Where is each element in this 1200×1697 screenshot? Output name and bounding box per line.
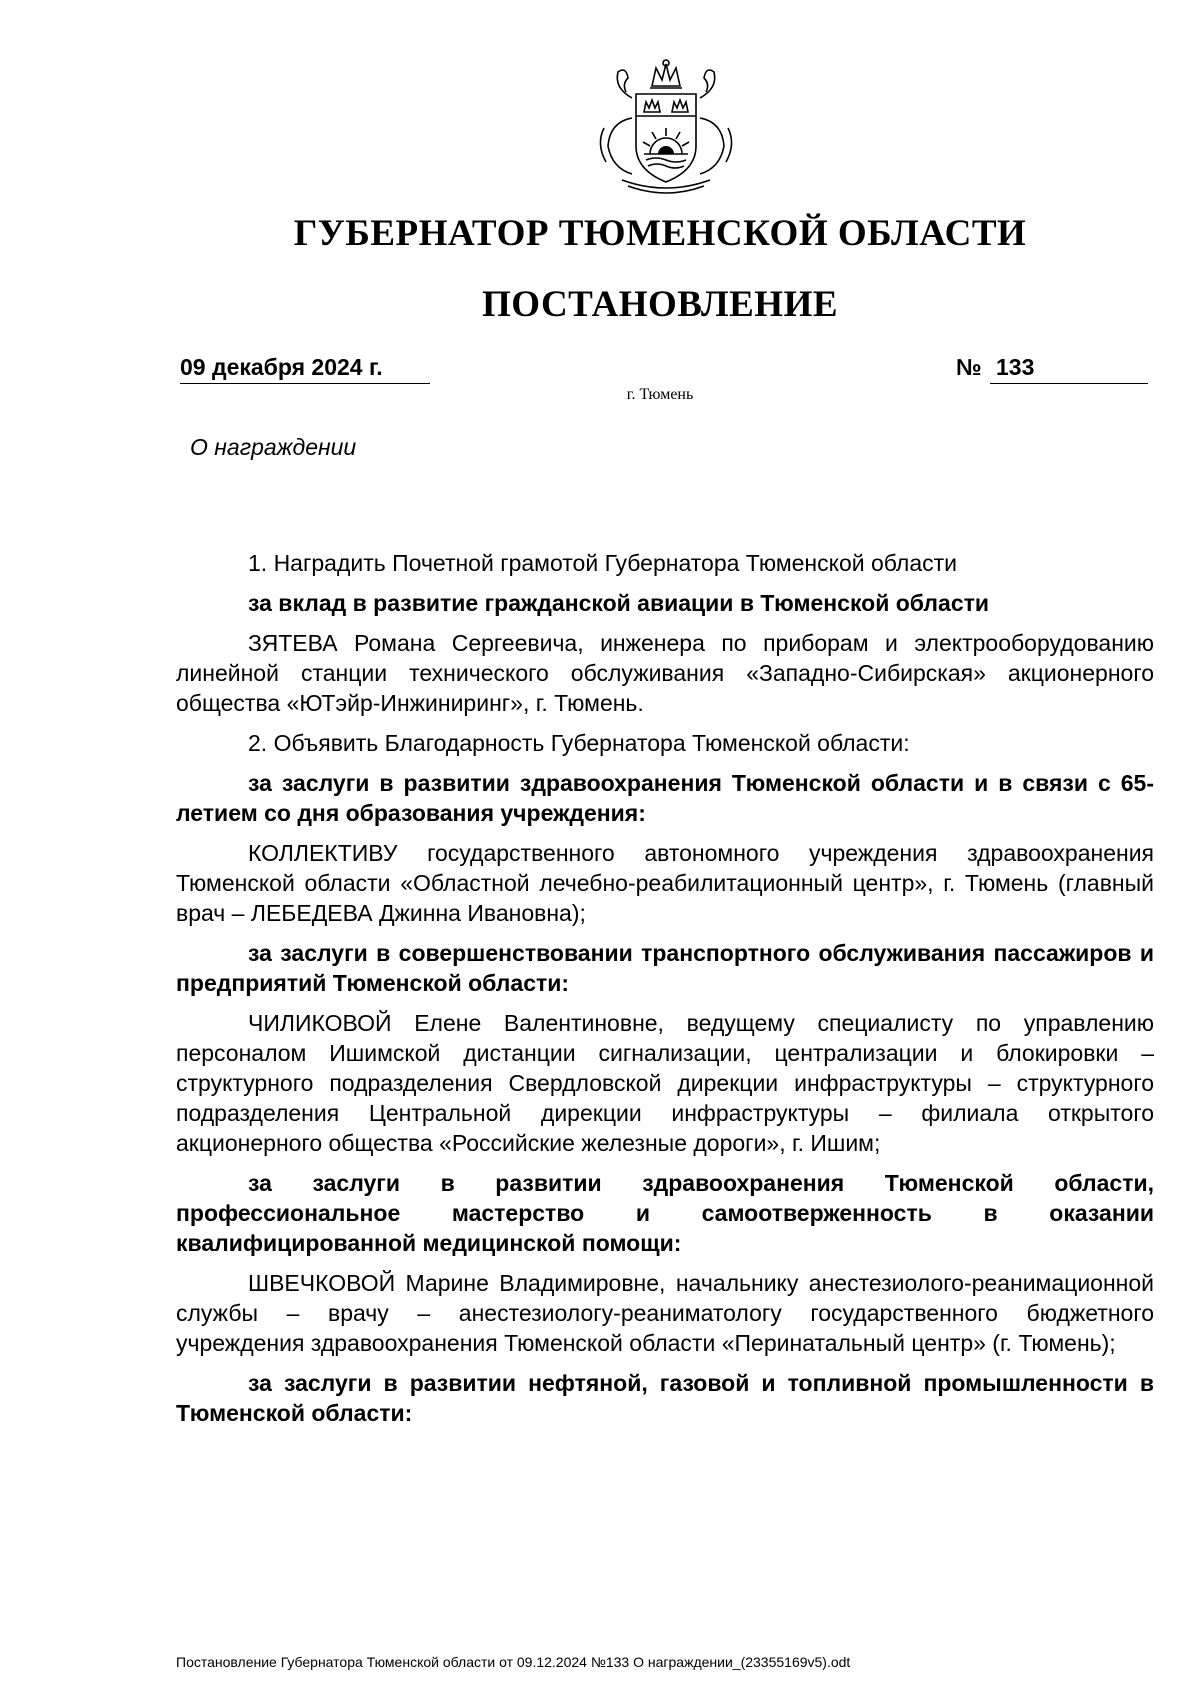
paragraph-award-1-reason: за вклад в развитие гражданской авиации в Тюменской области [248,590,990,616]
paragraph-award-2-reason-healthcare: за заслуги в развитии здравоохранения Тюменской области и в связи с 65-летием со дня образования учреждения: [176,770,1154,826]
document-city: г. Тюмень [626,386,694,403]
paragraph-recipient-chilikova: ЧИЛИКОВОЙ Елене Валентиновне, ведущему специалисту по управлению персоналом Ишимской дистанции сигнализации, централизации и блокировки – структурного подразделения Свердловской дирекции инфраструктуры – структурного подразделения Центральной дирекции инфраструктуры – филиала открытого акционерного общества «Российские железные дороги», г. Ишим; [176,1010,1154,1156]
coat-of-arms-emblem-icon [592,58,740,196]
paragraph-award-2: 2. Объявить Благодарность Губернатора Тюменской области: [248,730,910,756]
paragraph-reason-transport: за заслуги в совершенствовании транспортного обслуживания пассажиров и предприятий Тюменской области: [176,940,1154,996]
paragraph-recipient-shvechkova: ШВЕЧКОВОЙ Марине Владимировне, начальнику анестезиолого-реанимационной службы – врачу – анестезиологу-реаниматологу государственного бюджетного учреждения здравоохранения Тюменской области «Перинатальный центр» (г. Тюмень); [176,1270,1154,1356]
paragraph-award-1: 1. Наградить Почетной грамотой Губернатора Тюменской области [248,550,958,576]
document-body [176,548,1154,1428]
paragraph-reason-oil-gas: за заслуги в развитии нефтяной, газовой и топливной промышленности в Тюменской области: [176,1370,1154,1426]
paragraph-recipient-collective: КОЛЛЕКТИВУ государственного автономного учреждения здравоохранения Тюменской области «Областной лечебно-реабилитационный центр», г. Тюмень (главный врач – ЛЕБЕДЕВА Джинна Ивановна); [176,840,1154,926]
document-date: 09 декабря 2024 г. [180,354,430,384]
document-type-title: ПОСТАНОВЛЕНИЕ [481,284,839,325]
number-sign: № [956,354,982,380]
document-footer: Постановление Губернатора Тюменской области от 09.12.2024 №133 О награждении_(23355169v5).odt [176,1654,851,1670]
document-number-block [956,354,1148,384]
document-number: 133 [990,354,1148,384]
document-subject: О награждении [190,434,357,460]
paragraph-reason-medical-care: за заслуги в развитии здравоохранения Тюменской области, профессиональное мастерство и самоотверженность в оказании квалифицированной медицинской помощи: [176,1170,1154,1256]
authority-title: ГУБЕРНАТОР ТЮМЕНСКОЙ ОБЛАСТИ [293,213,1027,254]
paragraph-recipient-zyatev: ЗЯТЕВА Романа Сергеевича, инженера по приборам и электрооборудованию линейной станции технического обслуживания «Западно-Сибирская» акционерного общества «ЮТэйр-Инжиниринг», г. Тюмень. [176,630,1154,716]
